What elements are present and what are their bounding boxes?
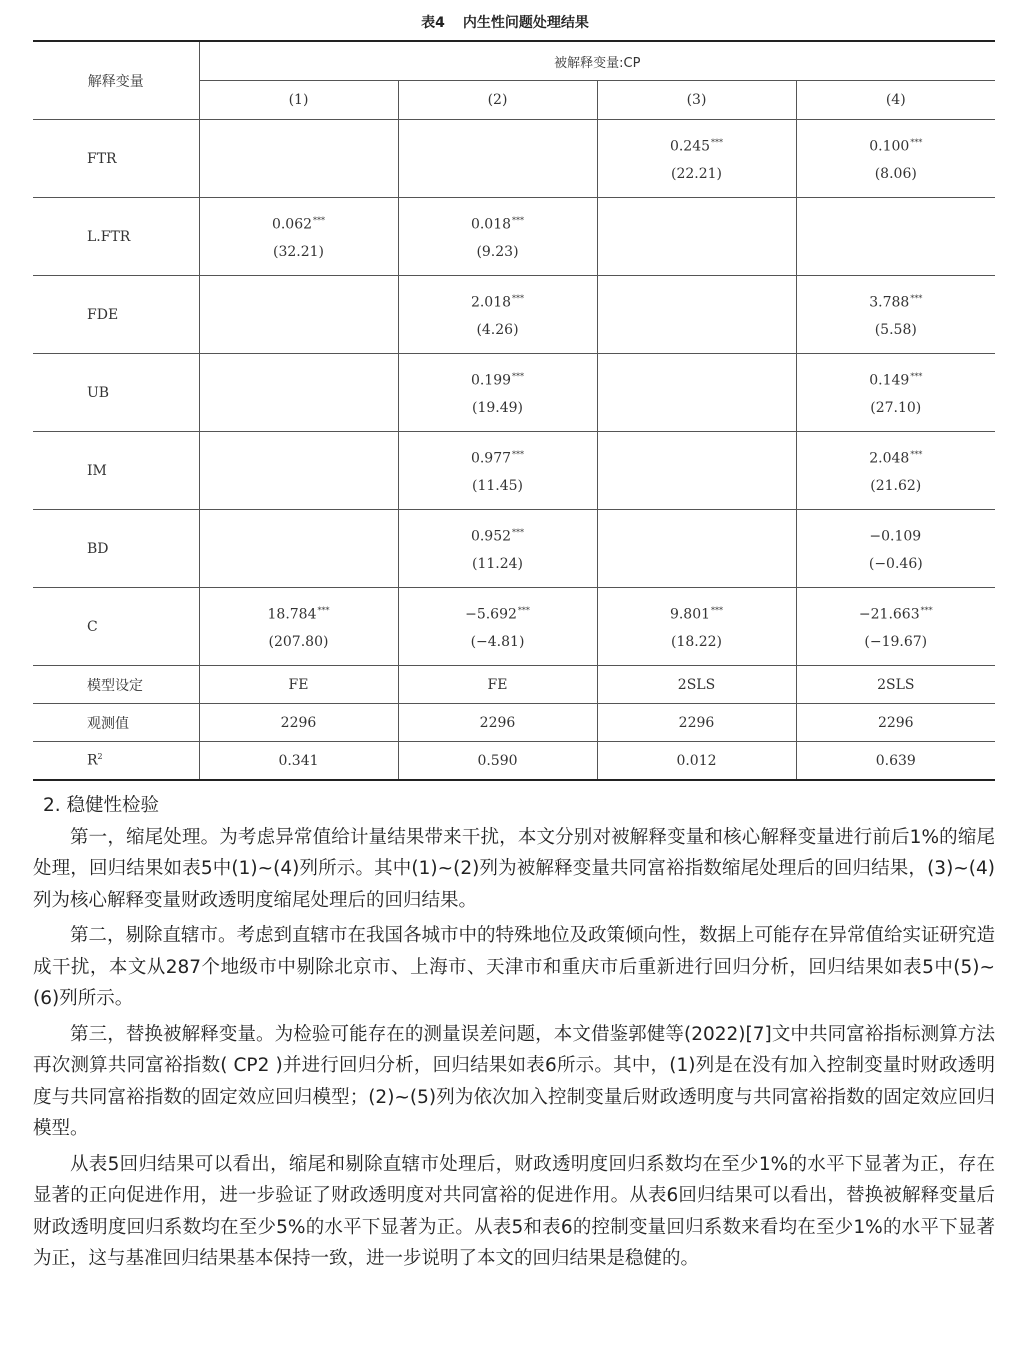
- significance-stars: ***: [512, 450, 525, 460]
- t-statistic: (207.80): [268, 633, 329, 650]
- table-cell: [199, 510, 398, 588]
- row-label: 观测值: [33, 704, 199, 742]
- coefficient: [797, 129, 996, 161]
- paragraph: 第二，剔除直辖市。考虑到直辖市在我国各城市中的特殊地位及政策倾向性，数据上可能存在异常值给实证研究造成干扰，本文从287个地级市中剔除北京市、上海市、天津市和重庆市后重新进行回归分析，回归结果如表5中(5)~(6)列所示。: [33, 925, 996, 1009]
- table-cell: [199, 432, 398, 510]
- table-row: [33, 510, 995, 588]
- t-statistic: (32.21): [272, 243, 324, 260]
- variable-name: FTR: [33, 120, 199, 198]
- table-row: [33, 432, 995, 510]
- coefficient-value: 0.062: [271, 216, 313, 233]
- table-cell: [398, 510, 597, 588]
- dep-var-header: 被解释变量:CP: [199, 41, 995, 81]
- table-cell: [199, 588, 398, 666]
- table-cell: [597, 198, 796, 276]
- coefficient: [399, 597, 597, 629]
- table-cell: [398, 432, 597, 510]
- table-cell: 2296: [199, 704, 398, 742]
- significance-stars: ***: [711, 138, 724, 148]
- coefficient-value: 0.149: [869, 372, 910, 389]
- column-header: (1): [199, 81, 398, 120]
- variable-name: IM: [33, 432, 199, 510]
- t-statistic: (4.26): [476, 321, 519, 338]
- table-row: [33, 198, 995, 276]
- table-row: [33, 354, 995, 432]
- coefficient-value: 0.952: [470, 528, 512, 545]
- table-cell: [199, 354, 398, 432]
- table-cell: 0.012: [597, 742, 796, 781]
- coefficient: [598, 129, 796, 161]
- coefficient: [797, 285, 996, 317]
- variable-name: L.FTR: [33, 198, 199, 276]
- row-label: 模型设定: [33, 666, 199, 704]
- significance-stars: ***: [910, 450, 923, 460]
- table-cell: 2296: [597, 704, 796, 742]
- t-statistic: (11.45): [471, 477, 523, 494]
- table-cell: [199, 276, 398, 354]
- table-cell: 0.590: [398, 742, 597, 781]
- table-cell: [398, 354, 597, 432]
- coefficient-value: 0.199: [470, 372, 512, 389]
- coefficient: [399, 363, 597, 395]
- header-row: [33, 41, 995, 81]
- table-cell: FE: [199, 666, 398, 704]
- table-row: [33, 588, 995, 666]
- coefficient-value: 2.048: [869, 450, 910, 467]
- table-cell: [597, 588, 796, 666]
- table-cell: [398, 276, 597, 354]
- paragraph: 第一，缩尾处理。为考虑异常值给计量结果带来干扰，本文分别对被解释变量和核心解释变量进行前后1%的缩尾处理，回归结果如表5中(1)~(4)列所示。其中(1)~(2)列为被解释变量共同富裕指数缩尾处理后的回归结果，(3)~(4)列为核心解释变量财政透明度缩尾处理后的回归结果。: [33, 826, 995, 911]
- paragraph: 从表5回归结果可以看出，缩尾和剔除直辖市处理后，财政透明度回归系数均在至少1%的水平下显著为正，存在显著的正向促进作用，进一步验证了财政透明度对共同富裕的促进作用。从表6回归结果可以看出，替换被解释变量后财政透明度回归系数均在至少5%的水平下显著为正。从表5和表6的控制变量回归系数来看均在至少1%的水平下显著为正，这与基准回归结果基本保持一致，进一步说明了本文的回归结果是稳健的。: [33, 1153, 995, 1269]
- coefficient: [399, 285, 597, 317]
- table-cell: [199, 120, 398, 198]
- table-row: [33, 666, 995, 704]
- significance-stars: ***: [512, 216, 525, 226]
- table-row: [33, 120, 995, 198]
- coefficient-value: 18.784: [267, 606, 317, 623]
- coefficient-value: 2.018: [470, 294, 512, 311]
- table-cell: 2SLS: [597, 666, 796, 704]
- significance-stars: ***: [512, 294, 525, 304]
- coefficient: [399, 207, 597, 239]
- table-cell: [398, 198, 597, 276]
- table-cell: [796, 588, 995, 666]
- coefficient-value: 0.100: [869, 138, 910, 155]
- table-cell: 2SLS: [796, 666, 995, 704]
- table-cell: [796, 354, 995, 432]
- coefficient-value: 9.801: [669, 606, 711, 623]
- significance-stars: ***: [313, 216, 326, 226]
- variable-name: FDE: [33, 276, 199, 354]
- var-header: 解释变量: [33, 41, 199, 120]
- table-number: 表4: [421, 15, 445, 31]
- table-cell: [796, 510, 995, 588]
- significance-stars: ***: [920, 606, 933, 616]
- table-cell: 2296: [796, 704, 995, 742]
- significance-stars: ***: [910, 294, 923, 304]
- variable-name: BD: [33, 510, 199, 588]
- variable-name: C: [33, 588, 199, 666]
- table-cell: [597, 120, 796, 198]
- r-squared-superscript: 2: [97, 752, 103, 762]
- t-statistic: (−4.81): [470, 633, 525, 650]
- paragraph: 第三，替换被解释变量。为检验可能存在的测量误差问题，本文借鉴郭健等(2022)[7]文中共同富裕指标测算方法再次测算共同富裕指数( CP2 )并进行回归分析，回归结果如表6所示。其中，(1)列是在没有加入控制变量时财政透明度与共同富裕指数的固定效应回归模型；(2)~(5)列为依次加入控制变量后财政透明度与共同富裕指数的固定效应回归模型。: [33, 1023, 995, 1139]
- coefficient: [399, 519, 597, 551]
- section-heading: 2. 稳健性检验: [43, 795, 160, 816]
- column-header: (2): [398, 81, 597, 120]
- table-row: [33, 276, 995, 354]
- table-cell: [398, 588, 597, 666]
- column-header: (4): [796, 81, 995, 120]
- t-statistic: (−0.46): [868, 555, 923, 572]
- coefficient-value: −5.692: [465, 606, 517, 623]
- t-statistic: (9.23): [476, 243, 519, 260]
- coefficient-value: 0.977: [470, 450, 512, 467]
- variable-name: UB: [33, 354, 199, 432]
- significance-stars: ***: [512, 528, 525, 538]
- table-cell: [199, 198, 398, 276]
- table-cell: [597, 276, 796, 354]
- t-statistic: (27.10): [870, 399, 922, 416]
- coefficient: [797, 519, 996, 551]
- table-cell: [398, 120, 597, 198]
- t-statistic: (11.24): [471, 555, 523, 572]
- t-statistic: (19.49): [471, 399, 523, 416]
- table-cell: [597, 354, 796, 432]
- table-cell: 0.341: [199, 742, 398, 781]
- coefficient: [797, 597, 996, 629]
- coefficient-value: −21.663: [858, 606, 920, 623]
- coefficient-value: 0.245: [669, 138, 711, 155]
- column-header: (3): [597, 81, 796, 120]
- row-label: [33, 742, 199, 781]
- table-cell: 0.639: [796, 742, 995, 781]
- significance-stars: ***: [317, 606, 330, 616]
- table-cell: [597, 432, 796, 510]
- table-row: [33, 704, 995, 742]
- table-cell: [796, 120, 995, 198]
- coefficient: [200, 207, 398, 239]
- results-table: [33, 40, 995, 781]
- table-caption: [0, 12, 1010, 32]
- table-cell: [796, 432, 995, 510]
- significance-stars: ***: [512, 372, 525, 382]
- r-squared-label: R: [87, 752, 98, 769]
- table-cell: FE: [398, 666, 597, 704]
- table-cell: [796, 198, 995, 276]
- t-statistic: (−19.67): [864, 633, 928, 650]
- significance-stars: ***: [711, 606, 724, 616]
- t-statistic: (21.62): [870, 477, 922, 494]
- body-text: [33, 790, 995, 1275]
- t-statistic: (22.21): [670, 165, 722, 182]
- significance-stars: ***: [517, 606, 530, 616]
- coefficient: [598, 597, 796, 629]
- coefficient-value: 0.018: [470, 216, 512, 233]
- table-cell: [597, 510, 796, 588]
- coefficient: [399, 441, 597, 473]
- t-statistic: (8.06): [874, 165, 917, 182]
- coefficient-value: 3.788: [869, 294, 910, 311]
- coefficient: [797, 363, 996, 395]
- t-statistic: (18.22): [670, 633, 722, 650]
- table-cell: [796, 276, 995, 354]
- table-cell: 2296: [398, 704, 597, 742]
- t-statistic: (5.58): [874, 321, 917, 338]
- significance-stars: ***: [910, 138, 923, 148]
- table-title: 内生性问题处理结果: [462, 15, 589, 31]
- coefficient: [797, 441, 996, 473]
- table-row: [33, 742, 995, 781]
- coefficient-value: −0.109: [869, 528, 922, 545]
- significance-stars: ***: [910, 372, 923, 382]
- coefficient: [200, 597, 398, 629]
